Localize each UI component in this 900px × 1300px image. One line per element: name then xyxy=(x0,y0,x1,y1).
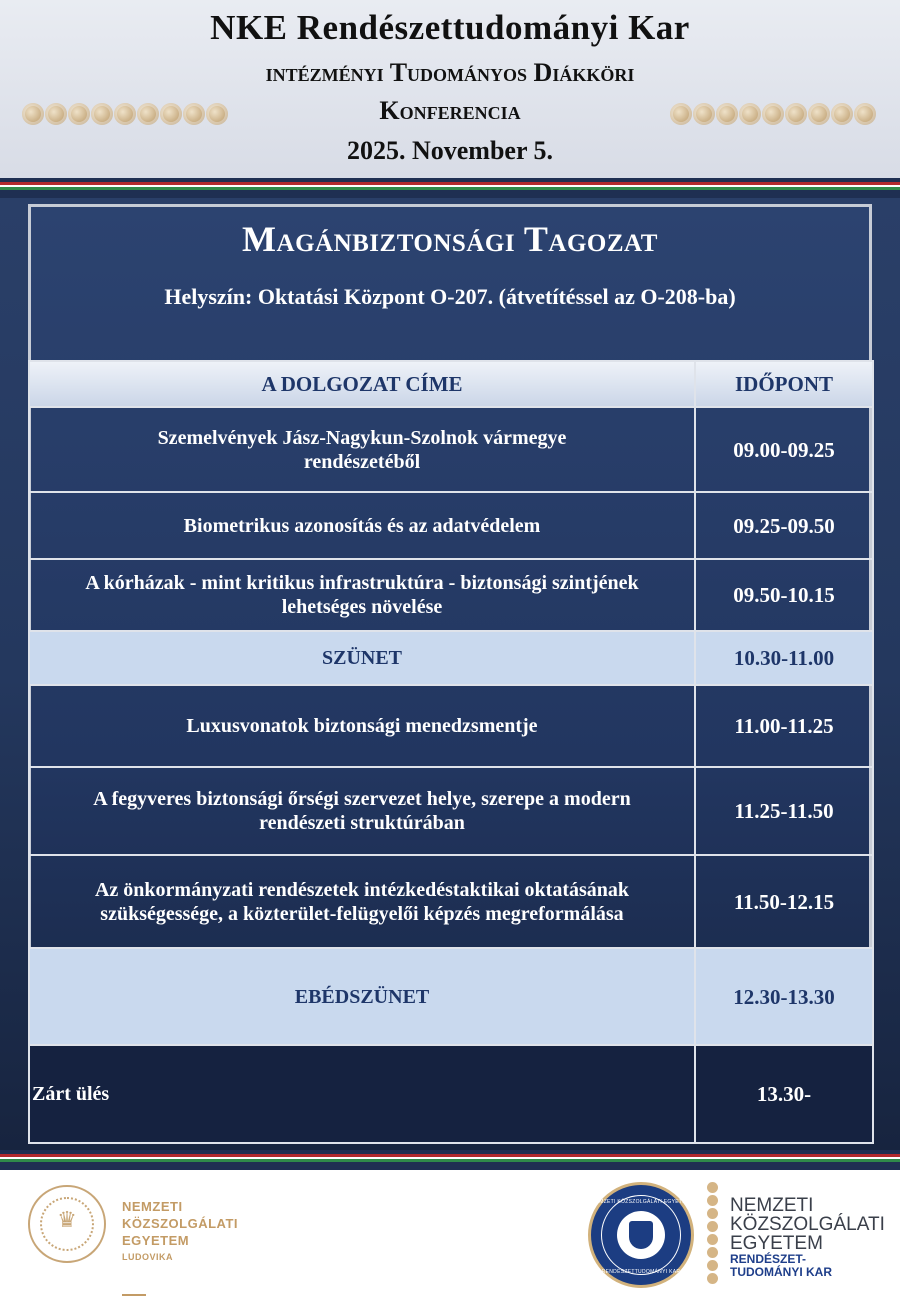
table-row xyxy=(29,492,873,559)
tricolor-divider-bottom xyxy=(0,1150,900,1170)
paper-title: Az önkormányzati rendészetek intézkedéstaktikai oktatásának szükségessége, a közterület-felügyelői képzés megreformálása xyxy=(29,855,695,948)
seal-text-top: NEMZETI KÖZSZOLGÁLATI EGYETEM xyxy=(591,1199,691,1205)
footer xyxy=(0,1170,900,1300)
time-slot: 11.00-11.25 xyxy=(695,685,873,767)
time-slot: 11.25-11.50 xyxy=(695,767,873,855)
logo-text-line: KÖZSZOLGÁLATI xyxy=(730,1214,885,1235)
seal-text-bottom: RENDÉSZETTUDOMÁNYI KAR xyxy=(601,1269,681,1275)
break-label: EBÉDSZÜNET xyxy=(29,948,695,1045)
decorative-beads-right xyxy=(670,103,877,130)
table-row xyxy=(29,767,873,855)
time-slot: 12.30-13.30 xyxy=(695,948,873,1045)
faculty-logo-text xyxy=(730,1196,885,1279)
column-header-time: IDŐPONT xyxy=(695,361,873,407)
paper-title: A kórházak - mint kritikus infrastruktúra - biztonsági szintjének lehetséges növelése xyxy=(29,559,695,631)
tricolor-divider-top xyxy=(0,178,900,198)
table-row xyxy=(29,685,873,767)
table-row xyxy=(29,559,873,631)
conference-title-line: intézményi Tudományos Diákköri xyxy=(265,58,635,87)
time-slot: 11.50-12.15 xyxy=(695,855,873,948)
table-row xyxy=(29,855,873,948)
closed-session-label: Zárt ülés xyxy=(29,1045,695,1143)
conference-date: 2025. November 5. xyxy=(346,136,554,165)
logo-text-line: EGYETEM xyxy=(730,1233,823,1254)
logo-text-line: NEMZETI xyxy=(730,1195,814,1216)
logo-text-line: EGYETEM xyxy=(122,1233,190,1248)
lunch-break-row xyxy=(29,948,873,1045)
logo-subtitle: TUDOMÁNYI KAR xyxy=(730,1265,832,1279)
logo-text-line: NEMZETI xyxy=(122,1199,183,1214)
time-slot: 09.25-09.50 xyxy=(695,492,873,559)
logo-text-line: KÖZSZOLGÁLATI xyxy=(122,1216,239,1231)
footer-dash xyxy=(122,1294,146,1296)
time-slot: 09.50-10.15 xyxy=(695,559,873,631)
section-title: Magánbiztonsági Tagozat xyxy=(242,219,658,259)
paper-title: A fegyveres biztonsági őrségi szervezet helye, szerepe a modern rendészeti struktúrában xyxy=(29,767,695,855)
faculty-seal-icon xyxy=(588,1182,694,1288)
conference-title-line-2: Konferencia xyxy=(379,96,521,125)
paper-title: Biometrikus azonosítás és az adatvédelem xyxy=(29,492,695,559)
faculty-title: NKE Rendészettudományi Kar xyxy=(210,8,690,47)
header-banner xyxy=(0,0,900,178)
closed-session-row xyxy=(29,1045,873,1143)
logo-subtitle: RENDÉSZET- xyxy=(730,1252,807,1266)
paper-title: Szemelvények Jász-Nagykun-Szolnok vármegye rendészetéből xyxy=(29,407,695,492)
logo-subtitle: LUDOVIKA xyxy=(122,1252,173,1262)
university-emblem-icon: ♛ xyxy=(28,1185,106,1263)
paper-title: Luxusvonatok biztonsági menedzsmentje xyxy=(29,685,695,767)
column-header-title: A DOLGOZAT CÍME xyxy=(29,361,695,407)
decorative-bead-column xyxy=(707,1182,719,1286)
time-slot: 13.30- xyxy=(695,1045,873,1143)
time-slot: 10.30-11.00 xyxy=(695,631,873,685)
schedule-table xyxy=(28,360,874,1144)
decorative-beads-left xyxy=(22,103,229,130)
table-row xyxy=(29,407,873,492)
table-header-row xyxy=(29,361,873,407)
time-slot: 09.00-09.25 xyxy=(695,407,873,492)
break-label: SZÜNET xyxy=(29,631,695,685)
break-row xyxy=(29,631,873,685)
venue-text: Helyszín: Oktatási Központ O-207. (átvetítéssel az O-208-ba) xyxy=(164,284,736,309)
university-logo-text xyxy=(122,1198,238,1266)
